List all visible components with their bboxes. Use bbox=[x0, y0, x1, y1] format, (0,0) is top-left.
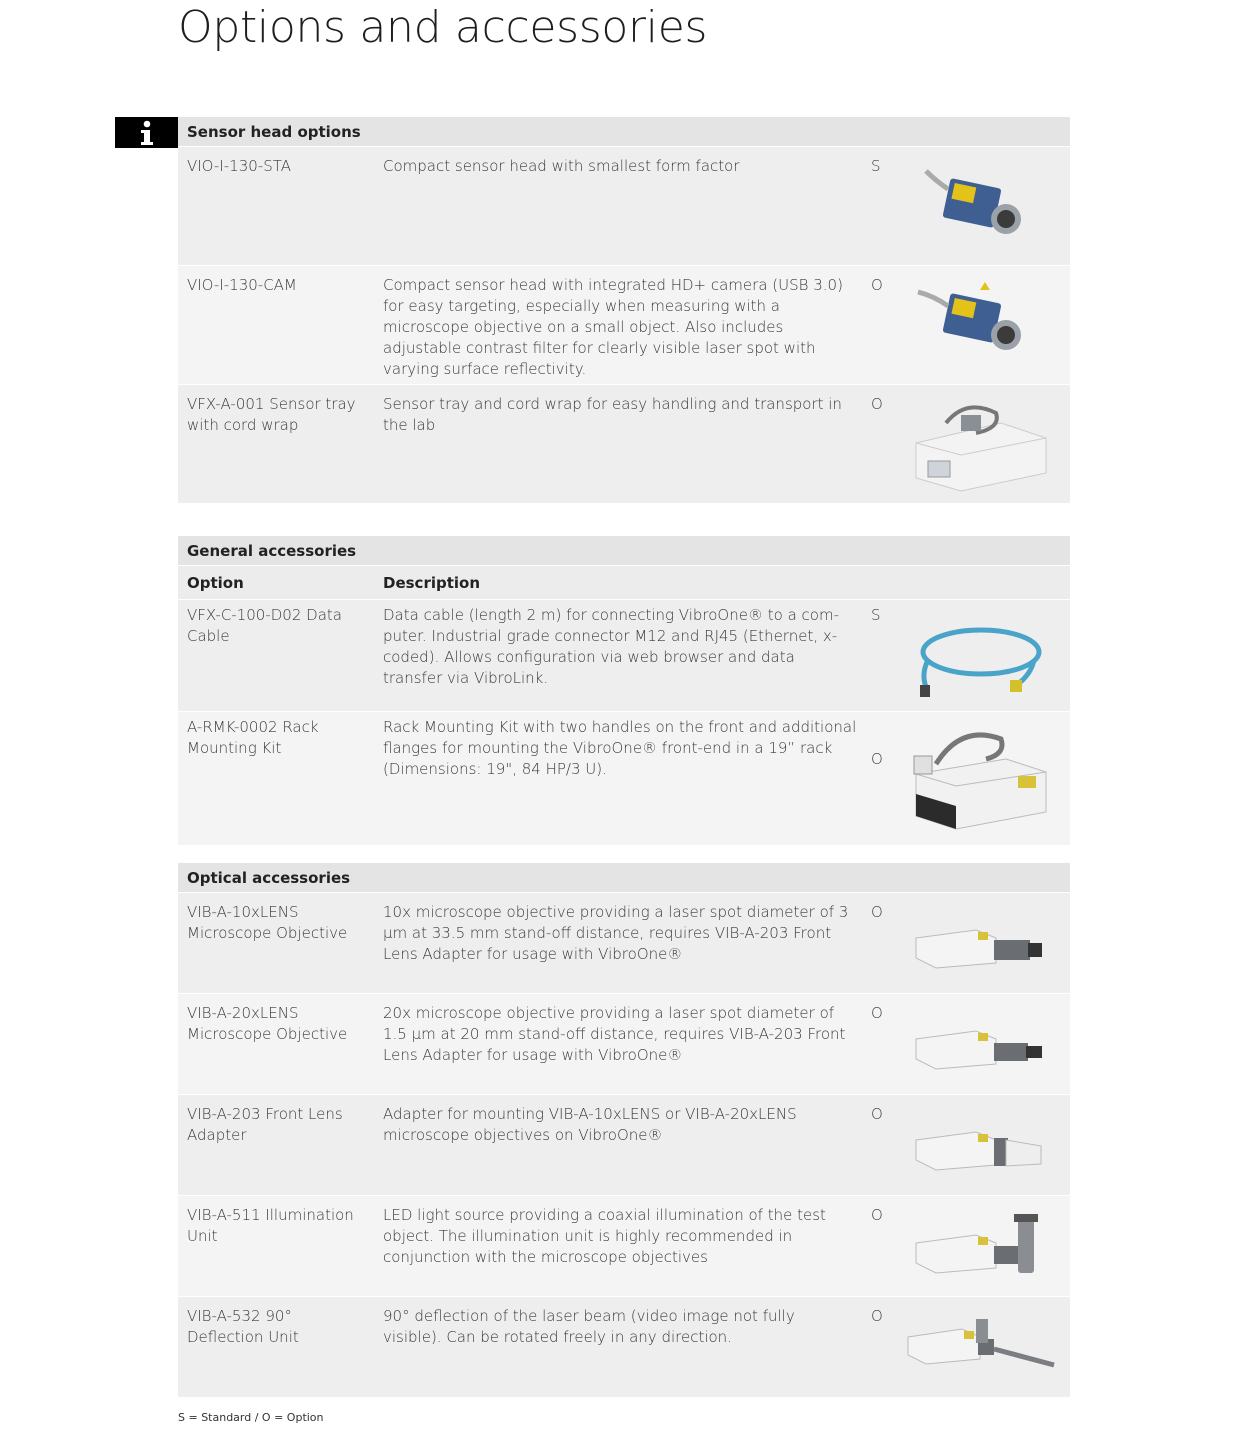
section-title: General accessories bbox=[187, 542, 357, 560]
option-mark: O bbox=[871, 395, 883, 413]
column-header-option: Option bbox=[187, 574, 244, 592]
option-name: VFX-A-001 Sensor tray with cord wrap bbox=[187, 395, 356, 434]
option-name: VIO-I-130-STA bbox=[187, 157, 291, 175]
deflection-unit-image bbox=[902, 1307, 1062, 1392]
table-row bbox=[178, 994, 1070, 1095]
option-name: VFX-C-100-D02 Data Cable bbox=[187, 606, 342, 645]
option-description: Data cable (length 2 m) for connecting VibroOne® to a com-puter. Industrial grade connector M12 and RJ45 (Ethernet, x-coded). Allows configuration via web browser and data transfer via VibroLink. bbox=[383, 606, 839, 687]
table-row bbox=[178, 147, 1070, 266]
option-mark: O bbox=[871, 750, 883, 768]
illumination-unit-image bbox=[906, 1208, 1056, 1288]
section-title: Sensor head options bbox=[187, 123, 361, 141]
section-title: Optical accessories bbox=[187, 869, 351, 887]
option-name: VIB-A-532 90° Deflection Unit bbox=[187, 1307, 299, 1346]
option-mark: O bbox=[871, 903, 883, 921]
option-description: 20x microscope objective providing a laser spot diameter of 1.5 µm at 20 mm stand-off distance, requires VIB-A-203 Front Lens Adapter for usage with VibroOne® bbox=[383, 1004, 846, 1064]
table-row bbox=[178, 385, 1070, 504]
microscope-objective-20x-image bbox=[906, 1009, 1056, 1084]
section-header bbox=[178, 863, 1070, 893]
option-description: LED light source providing a coaxial illumination of the test object. The illumination unit is highly recommended in conjunction with the microscope objectives bbox=[383, 1206, 826, 1266]
section-header bbox=[178, 117, 1070, 147]
option-mark: O bbox=[871, 1307, 883, 1325]
table-row bbox=[178, 600, 1070, 712]
optical-accessories-table bbox=[178, 863, 1070, 1398]
front-lens-adapter-image bbox=[906, 1110, 1056, 1185]
info-icon bbox=[115, 117, 178, 148]
sensor-head-image bbox=[906, 161, 1056, 251]
table-row bbox=[178, 1297, 1070, 1398]
table-row bbox=[178, 1095, 1070, 1196]
option-description: Sensor tray and cord wrap for easy handling and transport in the lab bbox=[383, 395, 842, 434]
option-mark: S bbox=[871, 157, 881, 175]
data-cable-image bbox=[906, 612, 1056, 702]
page-title: Options and accessories bbox=[178, 2, 708, 53]
rack-mounting-kit-image bbox=[906, 724, 1056, 834]
option-name: VIB-A-511 Illumination Unit bbox=[187, 1206, 354, 1245]
option-description: 90° deflection of the laser beam (video image not fully visible). Can be rotated freely in any direction. bbox=[383, 1307, 795, 1346]
table-row bbox=[178, 893, 1070, 994]
option-name: VIO-I-130-CAM bbox=[187, 276, 297, 294]
column-header-description: Description bbox=[383, 574, 481, 592]
option-description: Compact sensor head with integrated HD+ camera (USB 3.0) for easy targeting, especially when measuring with a microscope objective on a small object. Also includes adjustable contrast filter for clearly visible laser spot with varying surface reflectivity. bbox=[383, 276, 843, 378]
option-description: Adapter for mounting VIB-A-10xLENS or VIB-A-20xLENS microscope objectives on VibroOne® bbox=[383, 1105, 797, 1144]
option-name: A-RMK-0002 Rack Mounting Kit bbox=[187, 718, 319, 757]
general-accessories-table bbox=[178, 536, 1070, 846]
option-mark: O bbox=[871, 1105, 883, 1123]
option-name: VIB-A-203 Front Lens Adapter bbox=[187, 1105, 343, 1144]
option-mark: O bbox=[871, 276, 883, 294]
option-name: VIB-A-10xLENS Microscope Objective bbox=[187, 903, 348, 942]
option-mark: S bbox=[871, 606, 881, 624]
option-description: Rack Mounting Kit with two handles on the front and additional flanges for mounting the VibroOne® front-end in a 19” rack (Dimensions: 19", 84 HP/3 U). bbox=[383, 718, 857, 778]
legend-footnote: S = Standard / O = Option bbox=[178, 1411, 324, 1424]
option-description: 10x microscope objective providing a laser spot diameter of 3 µm at 33.5 mm stand-off distance, requires VIB-A-203 Front Lens Adapter for usage with VibroOne® bbox=[383, 903, 849, 963]
column-header-row bbox=[178, 566, 1070, 600]
option-description: Compact sensor head with smallest form factor bbox=[383, 157, 740, 175]
camera-sensor-head-image bbox=[906, 280, 1056, 370]
table-row bbox=[178, 712, 1070, 846]
sensor-tray-image bbox=[906, 393, 1056, 493]
section-header bbox=[178, 536, 1070, 566]
sensor-head-options-table bbox=[178, 117, 1070, 504]
microscope-objective-10x-image bbox=[906, 908, 1056, 983]
table-row bbox=[178, 266, 1070, 385]
option-mark: O bbox=[871, 1004, 883, 1022]
table-row bbox=[178, 1196, 1070, 1297]
option-mark: O bbox=[871, 1206, 883, 1224]
option-name: VIB-A-20xLENS Microscope Objective bbox=[187, 1004, 348, 1043]
